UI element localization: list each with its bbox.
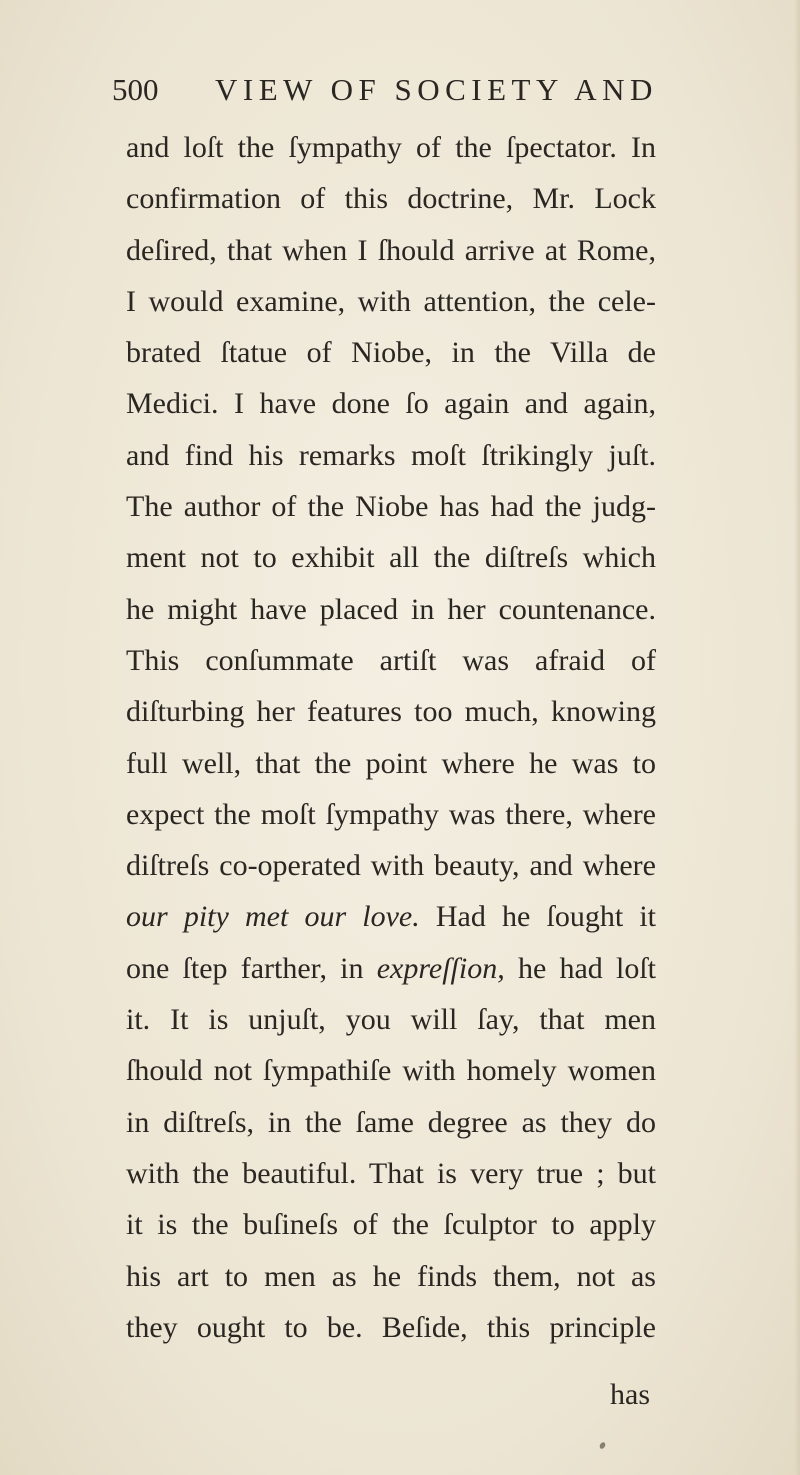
text-line: it. It is unjuſt, you will ſay, that men: [126, 1003, 656, 1037]
text-line: ſhould not ſympathiſe with homely women: [126, 1054, 656, 1088]
text-line: they ought to be. Beſide, this principle: [126, 1310, 656, 1344]
text-line: Medici. I have done ſo again and again,: [126, 387, 656, 421]
text-line: and loſt the ſympathy of the ſpectator. In: [126, 131, 656, 164]
page-number: 500: [112, 72, 159, 107]
text-line: brated ſtatue of Niobe, in the Villa de: [126, 336, 656, 370]
text-line: it is the buſineſs of the ſculptor to apply: [126, 1208, 656, 1242]
text-line: deſired, that when I ſhould arrive at Rome,: [126, 233, 656, 267]
text-line: full well, that the point where he was to: [126, 746, 656, 780]
text-line: ment not to exhibit all the diſtreſs which: [126, 541, 656, 575]
text-line: and find his remarks moſt ſtrikingly juſt.: [126, 438, 656, 472]
catchword: has: [610, 1378, 650, 1411]
text-line-with-italic: [126, 943, 656, 994]
body-text: [126, 122, 656, 1353]
text-line: confirmation of this doctrine, Mr. Lock: [126, 182, 656, 216]
text-line: diſturbing her features too much, knowing: [126, 695, 656, 729]
text-line: I would examine, with attention, the cele-: [126, 284, 656, 318]
page-edge-shadow: [794, 0, 800, 1475]
text-line: diſtreſs co-operated with beauty, and where: [126, 849, 656, 883]
text-line: with the beautiful. That is very true ; but: [126, 1156, 656, 1190]
text-line: The author of the Niobe has had the judg-: [126, 490, 656, 524]
text-line: he might have placed in her countenance.: [126, 592, 656, 626]
text-line: his art to men as he finds them, not as: [126, 1259, 656, 1293]
italic-phrase: expreſſion,: [376, 951, 505, 985]
text-line: expect the moſt ſympathy was there, where: [126, 797, 656, 831]
text-line: This conſummate artiſt was afraid of: [126, 643, 656, 677]
text-line-with-italic: [126, 891, 656, 942]
text-span: one ſtep farther, in: [126, 951, 377, 985]
italic-phrase: our pity met our love.: [126, 900, 420, 934]
ink-speck: [599, 1441, 607, 1450]
text-span: he had loſt: [504, 951, 656, 985]
text-span: Had he ſought it: [419, 900, 656, 934]
text-line: in diſtreſs, in the ſame degree as they do: [126, 1105, 656, 1139]
running-head: VIEW OF SOCIETY AND: [215, 72, 658, 107]
page-header: [112, 72, 712, 112]
